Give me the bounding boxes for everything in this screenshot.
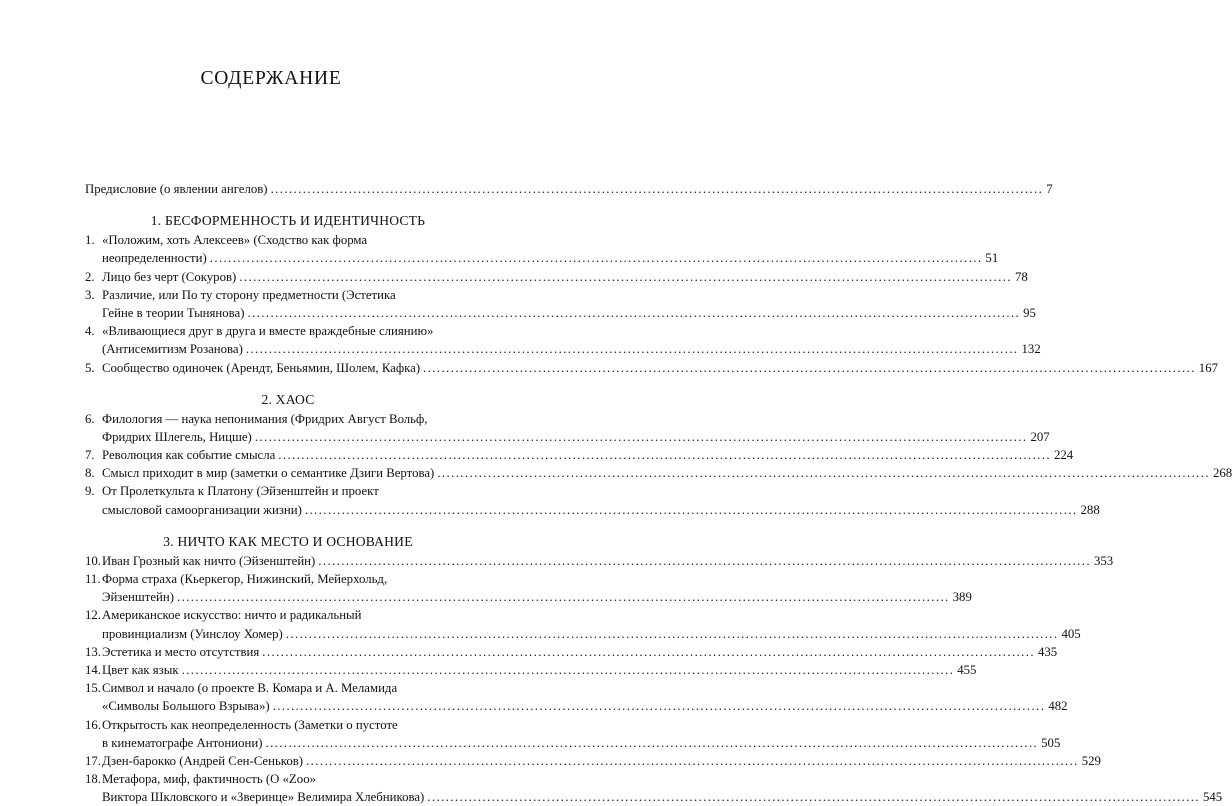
toc-page-number: 529 (1081, 753, 1101, 768)
toc-entry[interactable] (85, 231, 999, 267)
toc-entry-text: Революция как событие смысла (102, 448, 276, 463)
toc-entry-text: Иван Грозный как ничто (Эйзенштейн) (102, 553, 316, 568)
toc-entry-text: неопределенности) (102, 251, 207, 266)
toc-page-number: 132 (1021, 342, 1041, 357)
toc-entry-text: Филология — наука непонимания (Фридрих Август Вольф, (102, 411, 428, 426)
toc-entry-number: 3. (85, 287, 95, 302)
toc-entry[interactable] (85, 286, 1036, 322)
toc-entry-number: 5. (85, 360, 95, 375)
toc-page-number: 78 (1014, 269, 1028, 284)
toc-page-number: 268 (1212, 466, 1232, 481)
toc-entry[interactable] (85, 752, 1101, 770)
dot-leader (239, 268, 1012, 286)
toc-entry-number: 15. (85, 681, 101, 696)
dot-leader (423, 359, 1196, 377)
toc-entry-number: 4. (85, 324, 95, 339)
toc-entry-text: Сообщество одиночек (Арендт, Беньямин, Шолем, Кафка) (102, 360, 421, 375)
dot-leader (306, 752, 1079, 770)
toc-entry-text: Символ и начало (о проекте В. Комара и А. Меламида (102, 681, 398, 696)
toc-entry[interactable] (85, 661, 977, 679)
toc-entry-number: 8. (85, 466, 95, 481)
dot-leader (247, 304, 1020, 322)
toc-entry-text: Виктора Шкловского и «Зверинце» Велимира Хлебникова) (102, 790, 425, 805)
toc-entry-text: Эйзенштейн) (102, 590, 174, 605)
toc-entry-text: Смысл приходит в мир (заметки о семантике Дзиги Вертова) (102, 466, 435, 481)
toc-entry-preface[interactable] (85, 180, 1053, 198)
toc-entry-text: Предисловие (о явлении ангелов) (85, 182, 268, 196)
toc-entry-text: Дзен-барокко (Андрей Сен-Сеньков) (102, 753, 304, 768)
table-of-contents (85, 180, 1232, 806)
dot-leader (427, 788, 1200, 806)
dot-leader (278, 446, 1051, 464)
dot-leader (318, 552, 1091, 570)
toc-entry-number: 14. (85, 662, 101, 677)
toc-entry[interactable] (85, 446, 1074, 464)
toc-page-number: 51 (985, 251, 999, 266)
section-title: 3. НИЧТО КАК МЕСТО И ОСНОВАНИЕ (163, 533, 413, 549)
toc-entry-number: 11. (85, 572, 101, 586)
dot-leader (210, 249, 983, 267)
toc-entry-text: Лицо без черт (Сокуров) (102, 269, 237, 284)
toc-page-number: 167 (1198, 360, 1218, 375)
dot-leader (177, 588, 950, 606)
dot-leader (273, 697, 1046, 715)
dot-leader (271, 180, 1044, 198)
toc-entry[interactable] (85, 482, 1100, 518)
toc-entry[interactable] (85, 679, 1068, 715)
toc-entry-number: 2. (85, 269, 95, 284)
toc-entry[interactable] (85, 552, 1114, 570)
dot-leader (255, 428, 1028, 446)
toc-entry-number: 18. (85, 772, 101, 787)
toc-entry-text: Гейне в теории Тынянова) (102, 305, 245, 320)
dot-leader (286, 625, 1059, 643)
toc-entry[interactable] (85, 643, 1058, 661)
dot-leader (246, 340, 1019, 358)
toc-entry-number: 12. (85, 608, 101, 623)
toc-entry-text: Эстетика и место отсутствия (102, 644, 260, 659)
dot-leader (265, 734, 1038, 752)
toc-entry-number: 10. (85, 553, 101, 568)
toc-entry-text: «Символы Большого Взрыва») (102, 699, 270, 714)
toc-page-number: 405 (1061, 626, 1081, 641)
toc-page-number: 7 (1046, 182, 1053, 196)
toc-entry-text: в кинематографе Антониони) (102, 735, 263, 750)
toc-page-number: 207 (1030, 429, 1050, 444)
toc-entry[interactable] (85, 322, 1041, 358)
toc-entry-text: Цвет как язык (102, 662, 179, 677)
dot-leader (182, 661, 955, 679)
toc-entry[interactable] (85, 606, 1081, 642)
toc-entry[interactable] (85, 410, 1050, 446)
toc-entry-text: Фридрих Шлегель, Ницше) (102, 429, 252, 444)
toc-entry-number: 6. (85, 411, 95, 426)
toc-entry-text: Метафора, миф, фактичность (О «Zoo» (102, 772, 317, 787)
dot-leader (437, 464, 1210, 482)
toc-entry-number: 7. (85, 448, 95, 463)
toc-entry[interactable] (85, 268, 1028, 286)
toc-page-number: 288 (1080, 502, 1100, 517)
toc-entry-number: 13. (85, 644, 101, 659)
toc-entry-number: 9. (85, 484, 95, 499)
toc-entry-text: «Вливающиеся друг в друга и вместе враждебные слиянию» (102, 324, 434, 339)
toc-page-number: 224 (1053, 448, 1074, 463)
toc-page-number: 545 (1202, 790, 1223, 805)
toc-entry-text: (Антисемитизм Розанова) (102, 342, 243, 357)
toc-entry-text: Различие, или По ту сторону предметности (Эстетика (102, 287, 396, 302)
toc-entry-text: Форма страха (Кьеркегор, Нижинский, Мейерхольд, (102, 572, 388, 586)
toc-entry-text: Американское искусство: ничто и радикальный (102, 608, 362, 623)
toc-entry[interactable] (85, 464, 1232, 482)
toc-page-number: 505 (1041, 735, 1061, 750)
section-title: 2. ХАОС (261, 391, 315, 407)
toc-entry[interactable] (85, 716, 1061, 752)
toc-entry-number: 1. (85, 233, 95, 248)
toc-entry-text: провинциализм (Уинслоу Хомер) (102, 626, 283, 641)
toc-entry-text: «Положим, хоть Алексеев» (Сходство как форма (102, 233, 368, 248)
toc-entry[interactable] (85, 570, 972, 606)
toc-page-number: 482 (1048, 699, 1068, 714)
toc-page-number: 95 (1023, 305, 1036, 320)
toc-entry-text: От Пролеткульта к Платону (Эйзенштейн и проект (102, 484, 379, 499)
toc-entry-number: 17. (85, 753, 101, 768)
toc-page-number: 435 (1037, 644, 1058, 659)
toc-entry-text: смысловой самоорганизации жизни) (102, 502, 302, 517)
dot-leader (305, 501, 1078, 519)
toc-page-number: 389 (952, 590, 972, 605)
toc-entry-text: Открытость как неопределенность (Заметки о пустоте (102, 717, 398, 732)
toc-page-number: 353 (1093, 553, 1114, 568)
page-title: СОДЕРЖАНИЕ (200, 68, 342, 89)
toc-entry[interactable] (85, 770, 1223, 806)
dot-leader (262, 643, 1035, 661)
section-title: 1. БЕСФОРМЕННОСТЬ И ИДЕНТИЧНОСТЬ (150, 213, 426, 229)
toc-entry[interactable] (85, 359, 1218, 377)
toc-page-number: 455 (957, 662, 977, 677)
toc-entry-number: 16. (85, 717, 101, 732)
